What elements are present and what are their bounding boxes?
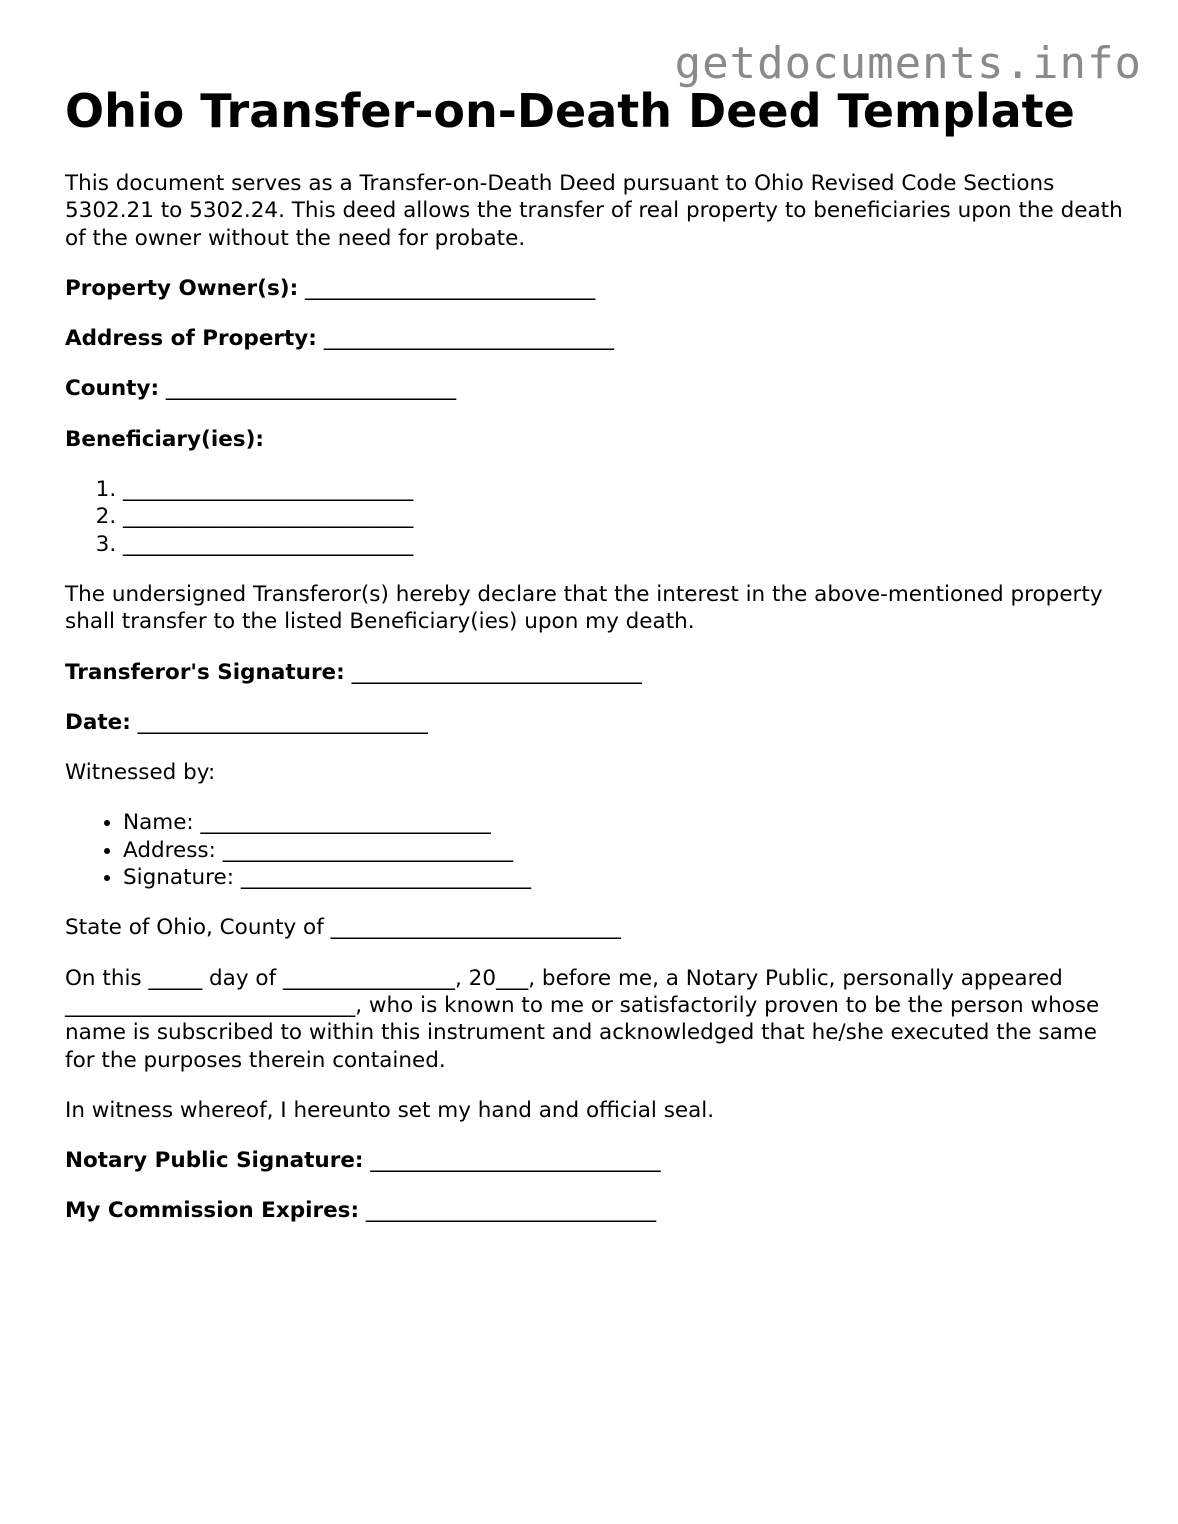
witness-name-item: [123, 809, 1125, 836]
witness-address-blank: ___________________________: [222, 837, 513, 863]
witness-whereof-text: In witness whereof, I hereunto set my hand and official seal.: [65, 1097, 715, 1123]
date-field: [65, 709, 1125, 736]
commission-expires-field: [65, 1197, 1125, 1224]
county-field: [65, 375, 1125, 402]
state-county-label: State of Ohio, County of: [65, 915, 324, 941]
intro-paragraph: This document serves as a Transfer-on-Death Deed pursuant to Ohio Revised Code Sections 5302.21 to 5302.24. This deed allows the transfer of real property to beneficiaries upon the death of the owner without the need for probate.: [65, 171, 1123, 251]
date-label: Date:: [65, 709, 131, 735]
property-owner-blank: ___________________________: [305, 275, 596, 301]
beneficiaries-list: [65, 476, 1125, 558]
transferor-signature-label: Transferor's Signature:: [65, 659, 345, 685]
property-address-field: [65, 325, 1125, 352]
transferor-signature-blank: ___________________________: [351, 659, 642, 685]
transferor-signature-field: [65, 659, 1125, 686]
witness-name-blank: ___________________________: [200, 810, 491, 836]
county-blank: ___________________________: [165, 376, 457, 402]
state-county-blank: ___________________________: [330, 915, 621, 941]
notary-signature-field: [65, 1147, 1125, 1174]
property-address-label: Address of Property:: [65, 326, 317, 352]
beneficiary-item: 3. ___________________________: [123, 531, 1125, 558]
notary-signature-label: Notary Public Signature:: [65, 1148, 364, 1174]
property-owner-field: [65, 275, 1125, 302]
commission-expires-blank: ___________________________: [365, 1198, 657, 1224]
notary-signature-blank: ___________________________: [370, 1148, 661, 1174]
commission-expires-label: My Commission Expires:: [65, 1198, 360, 1224]
date-blank: ___________________________: [137, 709, 428, 735]
property-address-blank: ___________________________: [323, 326, 614, 352]
declaration-paragraph: The undersigned Transferor(s) hereby declare that the interest in the above-mentioned property shall transfer to the listed Beneficiary(ies) upon my death.: [65, 581, 1103, 635]
witness-signature-blank: ___________________________: [240, 865, 532, 891]
witness-signature-label: Signature:: [123, 865, 234, 891]
county-label: County:: [65, 376, 160, 402]
property-owner-label: Property Owner(s):: [65, 275, 299, 301]
witnessed-by-text: Witnessed by:: [65, 760, 216, 786]
state-county-line: [65, 914, 1125, 941]
witness-address-label: Address:: [123, 837, 216, 863]
beneficiary-item: 1. ___________________________: [123, 476, 1125, 503]
notary-paragraph: On this _____ day of ________________, 20___, before me, a Notary Public, personally appeared ___________________________, who is known to me or satisfactorily proven to be the person whose name is subscribed to within this instrument and acknowledged that he/she executed the same for the purposes therein contained.: [65, 965, 1100, 1073]
witness-list: [65, 809, 1125, 891]
beneficiaries-heading: [65, 426, 1125, 453]
witness-address-item: [123, 837, 1125, 864]
document-title: Ohio Transfer-on-Death Deed Template: [65, 84, 1075, 138]
beneficiaries-label: Beneficiary(ies):: [65, 426, 265, 452]
witness-signature-item: [123, 864, 1125, 891]
witness-name-label: Name:: [123, 810, 194, 836]
document-body: [65, 82, 1125, 1225]
beneficiary-item: 2. ___________________________: [123, 503, 1125, 530]
watermark: getdocuments.info: [674, 38, 1142, 89]
